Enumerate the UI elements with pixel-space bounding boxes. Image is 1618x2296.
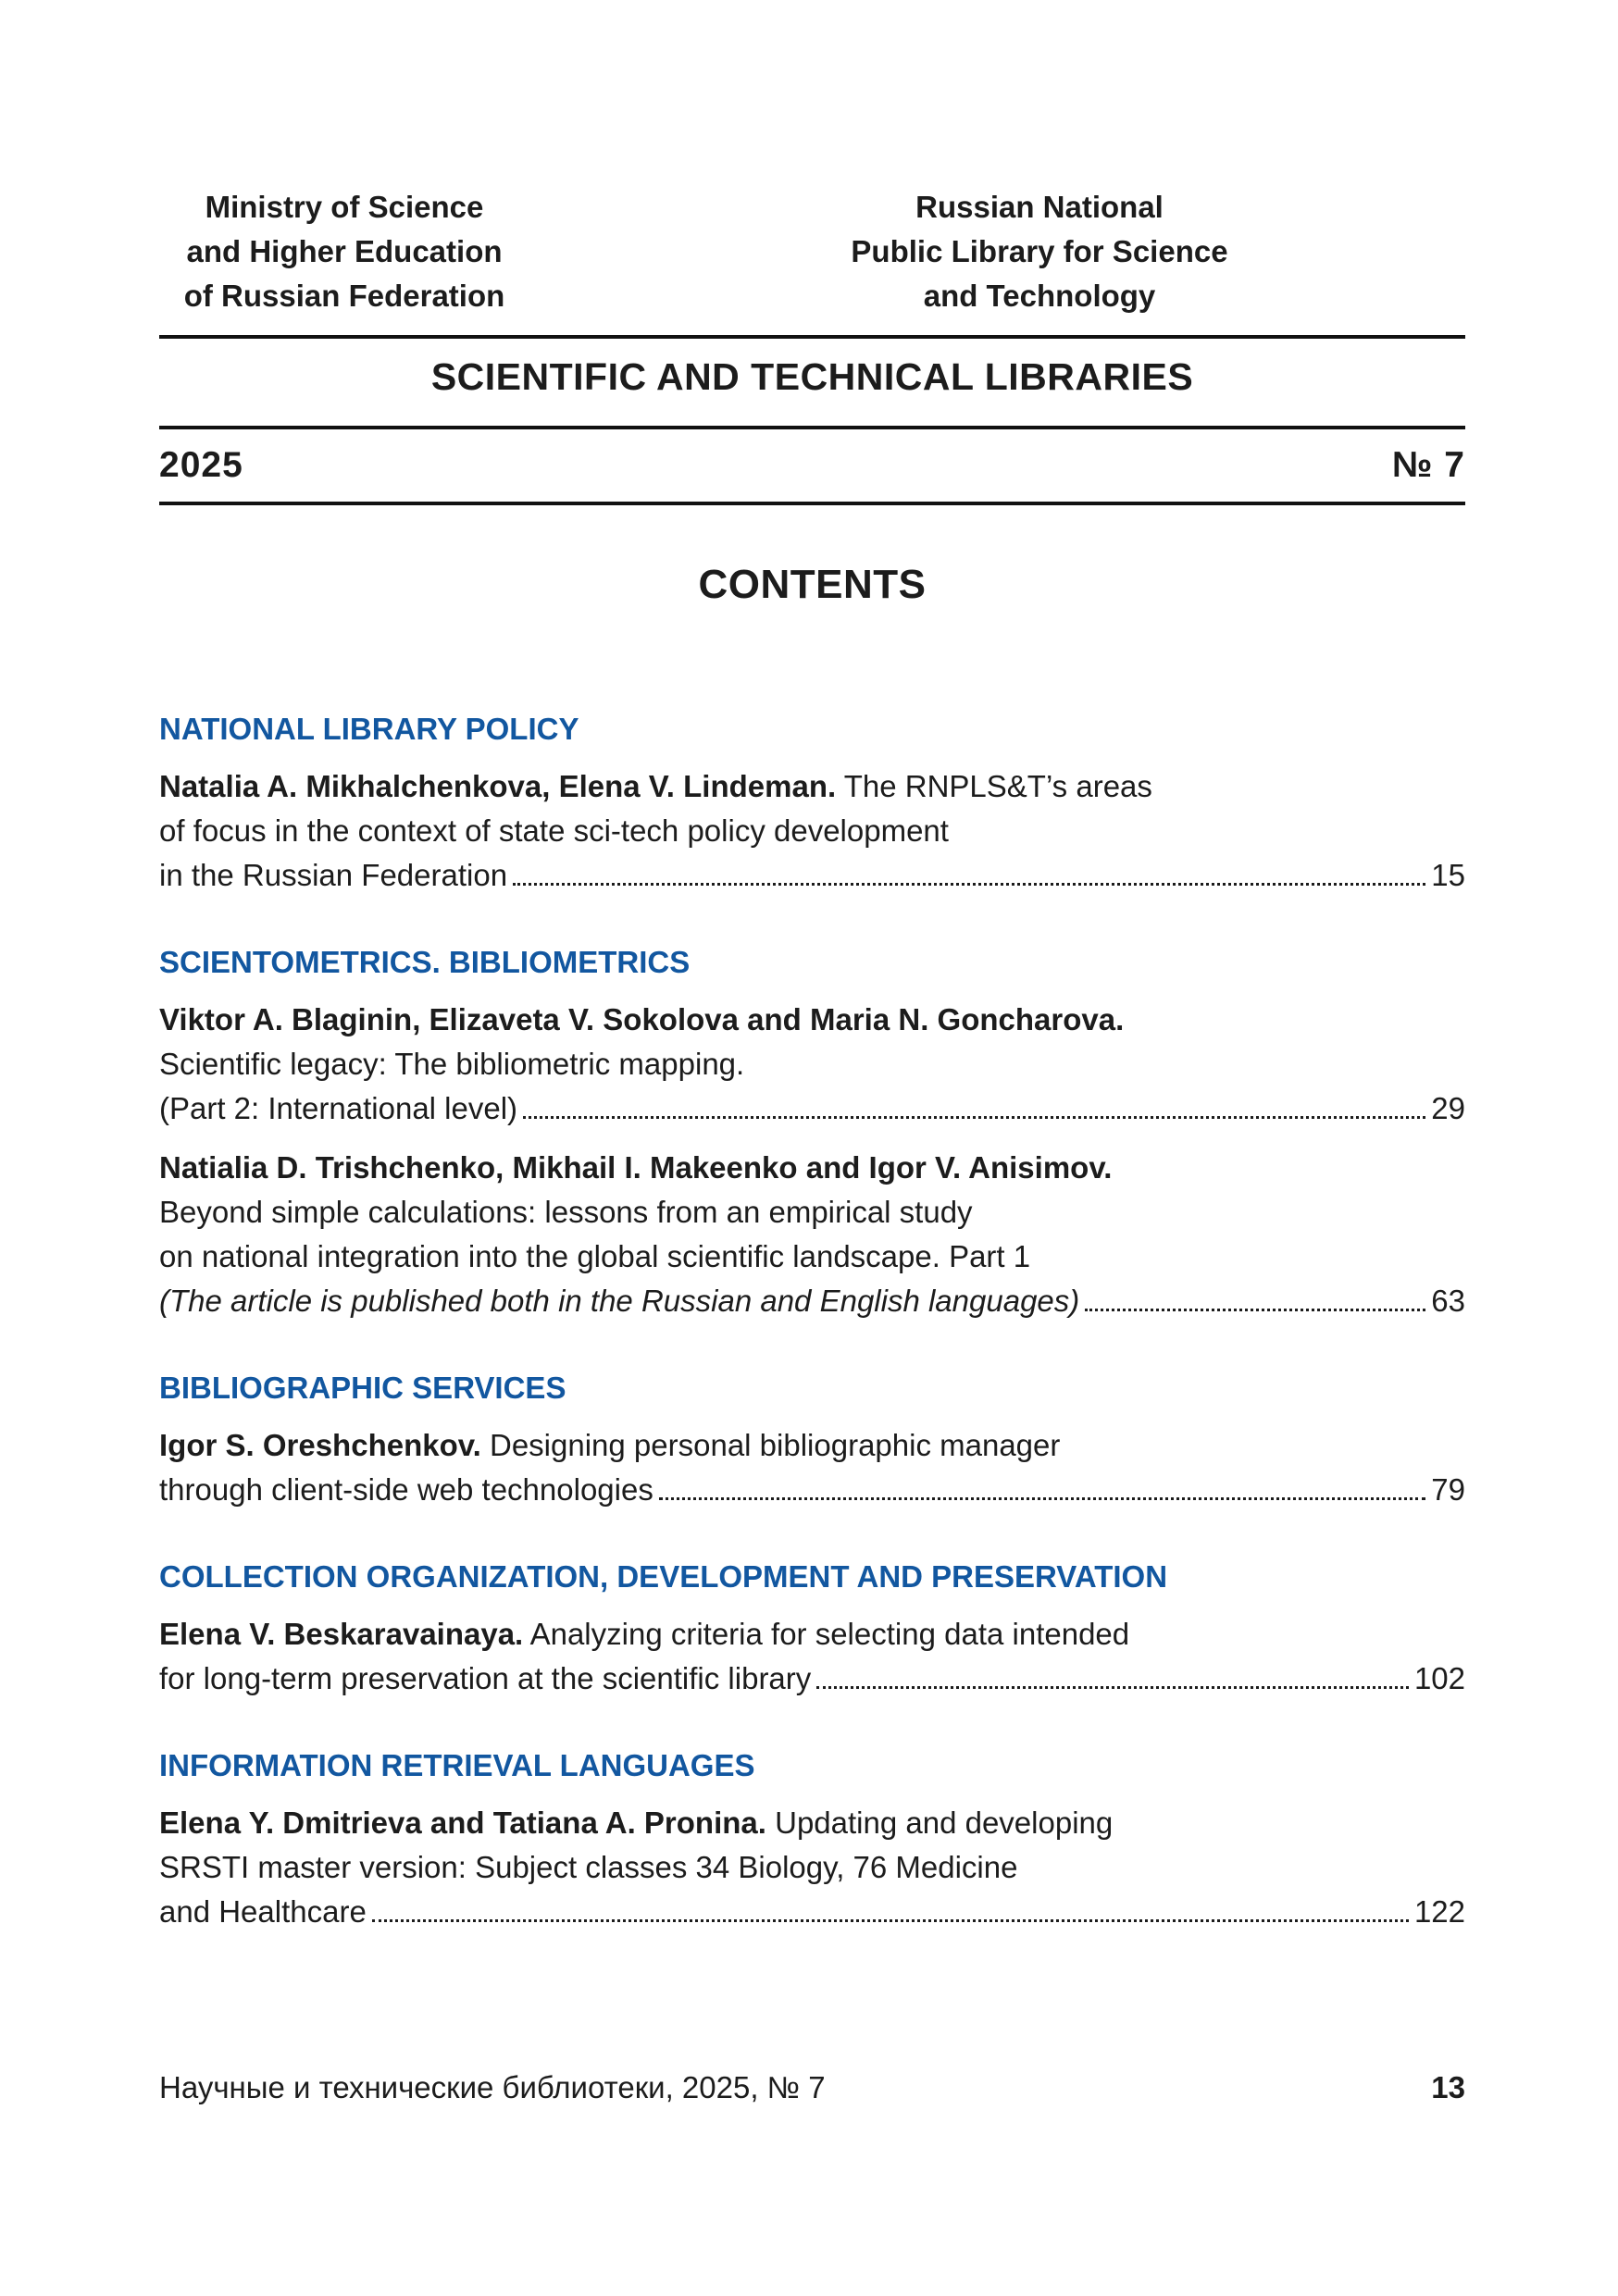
section-heading: INFORMATION RETRIEVAL LANGUAGES: [159, 1748, 755, 1782]
toc-entry-authors: Igor S. Oreshchenkov.: [159, 1428, 481, 1462]
footer-page-number: 13: [1431, 2070, 1465, 2104]
toc-entry-title-text: in the Russian Federation: [159, 858, 508, 892]
toc-entry: [159, 1423, 1465, 1512]
library-line-2: Public Library for Science: [851, 234, 1228, 268]
page-number: 122: [1413, 1894, 1465, 1929]
toc-entry: [159, 764, 1465, 898]
toc-entry-title-text: through client-side web technologies: [159, 1472, 653, 1507]
toc-sections: [159, 707, 1465, 1934]
issue-row: [159, 429, 1465, 502]
page-number: 63: [1431, 1284, 1465, 1318]
toc-section: [159, 1366, 1465, 1512]
contents-heading: CONTENTS: [698, 562, 927, 607]
issue-year: 2025: [159, 445, 243, 485]
toc-entry-title-text: SRSTI master version: Subject classes 34 Biology, 76 Medicine: [159, 1850, 1018, 1884]
toc-entry: [159, 1801, 1465, 1934]
page-footer: [159, 2067, 1465, 2108]
divider-top: [159, 335, 1465, 339]
ministry-line-2: and Higher Education: [186, 234, 503, 268]
page-number: 29: [1431, 1091, 1465, 1125]
toc-entry-line: [159, 1190, 1465, 1235]
toc-section: [159, 1744, 1465, 1934]
page-number: 102: [1413, 1661, 1465, 1695]
issue-number: № 7: [1391, 445, 1465, 485]
dot-leader: [372, 1917, 1409, 1922]
dot-leader: [523, 1114, 1425, 1119]
toc-entry-line: [159, 1801, 1465, 1845]
toc-section: [159, 940, 1465, 1323]
toc-entry-title-text: on national integration into the global scientific landscape. Part 1: [159, 1239, 1031, 1273]
toc-entry-line: [159, 853, 1465, 898]
section-heading: NATIONAL LIBRARY POLICY: [159, 712, 579, 746]
toc-entry-line: [159, 1042, 1465, 1086]
toc-entry-authors: Elena Y. Dmitrieva and Tatiana A. Pronina.: [159, 1806, 766, 1840]
toc-entry-line: [159, 1845, 1465, 1890]
toc-entry-authors: Viktor A. Blaginin, Elizaveta V. Sokolova and Maria N. Goncharova.: [159, 1002, 1125, 1036]
toc-entry: [159, 998, 1465, 1131]
toc-entry-title-text: and Healthcare: [159, 1894, 367, 1929]
ministry-block: [159, 185, 529, 318]
footer-journal-info: Научные и технические библиотеки, 2025, № 7: [159, 2070, 826, 2104]
toc-entry-line: [159, 809, 1465, 853]
toc-entry-note: (The article is published both in the Russian and English languages): [159, 1284, 1080, 1318]
toc-entry-title-text: Designing personal bibliographic manager: [480, 1428, 1061, 1462]
library-block: [762, 185, 1317, 318]
journal-title: SCIENTIFIC AND TECHNICAL LIBRARIES: [430, 355, 1194, 398]
dot-leader: [816, 1684, 1409, 1689]
library-line-1: Russian National: [915, 190, 1164, 224]
toc-section: [159, 707, 1465, 898]
toc-entry-authors: Elena V. Beskaravainaya.: [159, 1617, 524, 1651]
page-number: 15: [1431, 858, 1465, 892]
toc-entry-line: [159, 1423, 1465, 1468]
section-heading: BIBLIOGRAPHIC SERVICES: [159, 1371, 566, 1405]
section-heading: COLLECTION ORGANIZATION, DEVELOPMENT AND PRESERVATION: [159, 1559, 1168, 1594]
ministry-line-1: Ministry of Science: [205, 190, 484, 224]
dot-leader: [513, 881, 1425, 886]
ministry-line-3: of Russian Federation: [183, 279, 505, 313]
toc-entry-line: [159, 1086, 1465, 1131]
toc-entry-line: [159, 1235, 1465, 1279]
toc-entry-title-text: Updating and developing: [765, 1806, 1114, 1840]
toc-entry-title-text: of focus in the context of state sci-tech policy development: [159, 813, 949, 848]
toc-entry-title-text: Analyzing criteria for selecting data intended: [523, 1617, 1130, 1651]
toc-entry-line: [159, 1657, 1465, 1701]
toc-entry-line: [159, 1146, 1465, 1190]
toc-entry-title-text: for long-term preservation at the scientific library: [159, 1661, 812, 1695]
toc-entry-line: [159, 1612, 1465, 1657]
library-line-3: and Technology: [923, 279, 1156, 313]
toc-entry-line: [159, 1890, 1465, 1934]
toc-entry-authors: Natialia D. Trishchenko, Mikhail I. Makeenko and Igor V. Anisimov.: [159, 1150, 1113, 1185]
toc-entry-line: [159, 998, 1465, 1042]
toc-entry-authors: Natalia A. Mikhalchenkova, Elena V. Lindeman.: [159, 769, 837, 803]
institution-header: [159, 185, 1465, 318]
toc-entry-line: [159, 764, 1465, 809]
toc-entry: [159, 1612, 1465, 1701]
dot-leader: [1085, 1307, 1425, 1311]
toc-entry-title-text: Scientific legacy: The bibliometric mapping.: [159, 1047, 745, 1081]
toc-entry-line: [159, 1279, 1465, 1323]
toc-entry-title-text: The RNPLS&T’s areas: [836, 769, 1152, 803]
page-number: 79: [1431, 1472, 1465, 1507]
toc-entry-title-text: (Part 2: International level): [159, 1091, 518, 1125]
divider-under-issue: [159, 502, 1465, 505]
toc-entry: [159, 1146, 1465, 1323]
toc-entry-title-text: Beyond simple calculations: lessons from an empirical study: [159, 1195, 973, 1229]
section-heading: SCIENTOMETRICS. BIBLIOMETRICS: [159, 945, 691, 979]
toc-entry-line: [159, 1468, 1465, 1512]
dot-leader: [659, 1496, 1425, 1500]
toc-section: [159, 1555, 1465, 1701]
